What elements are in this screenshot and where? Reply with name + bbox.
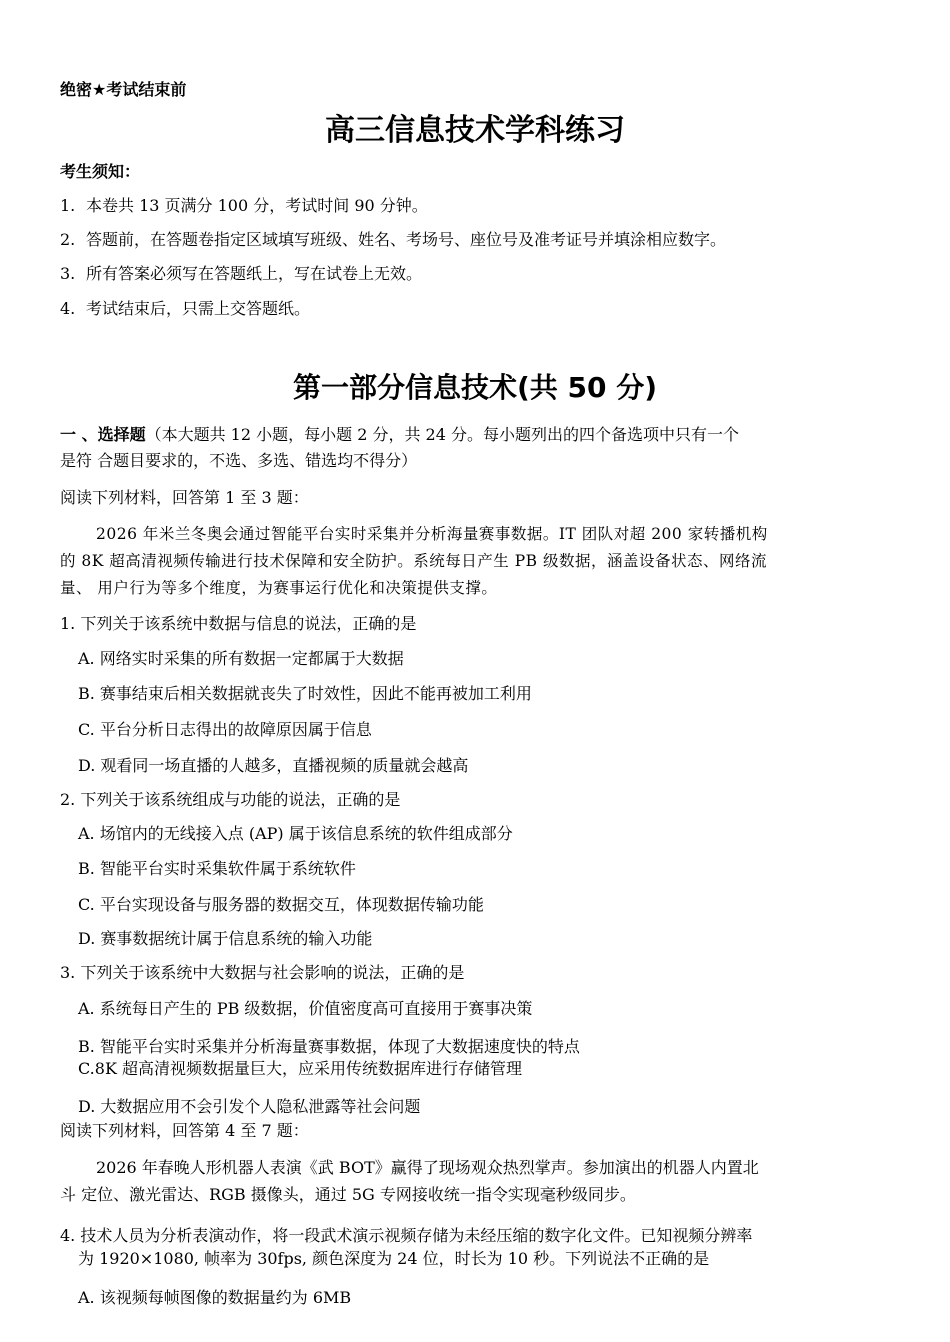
question-option: D. 赛事数据统计属于信息系统的输入功能 <box>78 929 373 948</box>
question-option: C.8K 超高清视频数据量巨大，应采用传统数据库进行存储管理 <box>78 1059 522 1078</box>
section-label: 一 、选择题 <box>60 425 146 444</box>
notice-item-num: 2. <box>60 230 76 249</box>
notice-item-text: 答题前，在答题卷指定区域填写班级、姓名、考场号、座位号及准考证号并填涂相应数字。 <box>86 230 727 249</box>
notice-item-num: 3. <box>60 264 76 283</box>
notice-item <box>60 299 310 319</box>
material-line: 量、 用户行为等多个维度，为赛事运行优化和决策提供支撑。 <box>60 579 498 597</box>
notice-item-num: 4. <box>60 299 76 318</box>
question-option: B. 赛事结束后相关数据就丧失了时效性，因此不能再被加工利用 <box>78 684 532 703</box>
secret-label: 绝密★考试结束前 <box>60 80 187 99</box>
reading-instruction: 阅读下列材料，回答第 1 至 3 题： <box>60 488 309 507</box>
question-stem: 2. 下列关于该系统组成与功能的说法，正确的是 <box>60 790 401 809</box>
part-title: 第一部分信息技术(共 50 分) <box>292 371 658 404</box>
question-stem: 3. 下列关于该系统中大数据与社会影响的说法，正确的是 <box>60 963 465 982</box>
question-option: B. 智能平台实时采集软件属于系统软件 <box>78 859 356 878</box>
notice-item-text: 所有答案必须写在答题纸上，写在试卷上无效。 <box>86 264 423 283</box>
notice-item-text: 本卷共 13 页满分 100 分，考试时间 90 分钟。 <box>86 196 428 215</box>
notice-item <box>60 264 422 284</box>
question-option: A. 系统每日产生的 PB 级数据，价值密度高可直接用于赛事决策 <box>78 999 533 1018</box>
material-line: 的 8K 超高清视频传输进行技术保障和安全防护。系统每日产生 PB 级数据，涵盖设备状态、网络流 <box>60 552 767 570</box>
reading-instruction: 阅读下列材料，回答第 4 至 7 题： <box>60 1121 309 1140</box>
material-line: 斗 定位、激光雷达、RGB 摄像头，通过 5G 专网接收统一指令实现毫秒级同步。 <box>60 1185 636 1204</box>
question-option: A. 场馆内的无线接入点 (AP) 属于该信息系统的软件组成部分 <box>78 824 513 843</box>
notice-item-text: 考试结束后，只需上交答题纸。 <box>86 299 311 318</box>
notice-item <box>60 230 726 250</box>
question-option: A. 该视频每帧图像的数据量约为 6MB <box>78 1288 352 1307</box>
notice-heading: 考生须知： <box>60 162 141 181</box>
question-option: B. 智能平台实时采集并分析海量赛事数据，体现了大数据速度快的特点 <box>78 1037 580 1056</box>
question-option: A. 网络实时采集的所有数据一定都属于大数据 <box>78 649 404 668</box>
material-line: 2026 年米兰冬奥会通过智能平台实时采集并分析海量赛事数据。IT 团队对超 200 家转播机构 <box>96 525 768 543</box>
section-desc-cont: 是符 合题目要求的，不选、多选、错选均不得分） <box>60 451 418 470</box>
question-option: D. 观看同一场直播的人越多，直播视频的质量就会越高 <box>78 756 469 775</box>
notice-item-num: 1. <box>60 196 76 215</box>
section-desc: （本大题共 12 小题，每小题 2 分，共 24 分。每小题列出的四个备选项中只有一个 <box>145 425 739 444</box>
question-option: C. 平台分析日志得出的故障原因属于信息 <box>78 720 372 739</box>
material-line: 2026 年春晚人形机器人表演《武 BOT》赢得了现场观众热烈掌声。参加演出的机器人内置北 <box>96 1158 759 1177</box>
question-stem-cont: 为 1920×1080, 帧率为 30fps, 颜色深度为 24 位，时长为 10 秒。下列说法不正确的是 <box>78 1249 710 1268</box>
question-stem: 1. 下列关于该系统中数据与信息的说法，正确的是 <box>60 614 417 633</box>
notice-item <box>60 196 428 216</box>
section-intro <box>60 425 739 445</box>
question-stem: 4. 技术人员为分析表演动作，将一段武术演示视频存储为未经压缩的数字化文件。已知视频分辨率 <box>60 1226 753 1245</box>
question-option: D. 大数据应用不会引发个人隐私泄露等社会问题 <box>78 1097 421 1116</box>
page-title: 高三信息技术学科练习 <box>325 113 625 148</box>
question-option: C. 平台实现设备与服务器的数据交互，体现数据传输功能 <box>78 895 484 914</box>
